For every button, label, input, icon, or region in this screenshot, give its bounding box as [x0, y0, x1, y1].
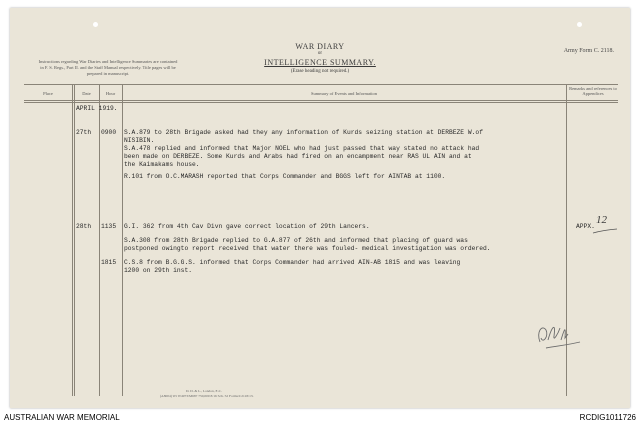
header-rule: [24, 100, 618, 101]
entry-line: S.A.308 from 28th Brigade replied to G.A.877 of 26th and informed that placing of guard was: [124, 237, 468, 244]
page-subtitle: INTELLIGENCE SUMMARY.: [264, 58, 376, 67]
heading-note: (Erase heading not required.): [290, 69, 350, 74]
entry-line: been made on DERBEZE. Some Kurds and Arabs had fired on an encampment near RAS UL AIN and at: [124, 153, 472, 160]
punch-hole: [577, 22, 582, 27]
entry-line: C.S.8 from B.G.G.S. informed that Corps Commander had arrived AIN-AB 1815 and was leaving: [124, 259, 461, 266]
diary-page: [10, 8, 630, 408]
entry-hour: 1135: [101, 223, 117, 230]
column-header-summary: Summary of Events and Information: [311, 91, 377, 96]
column-rule: [72, 84, 73, 396]
entry-line: NISIBIN.: [124, 137, 155, 144]
entry-line: R.101 from O.C.MARASH reported that Corps Commander and BGGS left for AINTAB at 1100.: [124, 173, 446, 180]
appendix-number: 12: [596, 214, 607, 226]
punch-hole: [93, 22, 98, 27]
entry-date: 27th: [76, 129, 92, 136]
column-rule: [122, 84, 123, 396]
entry-line: G.I. 362 from 4th Cav Divn gave correct location of 29th Lancers.: [124, 223, 370, 230]
printer-imprint: D. D. & L., London, E.C.: [186, 389, 222, 393]
printer-imprint: (A8004) Wt W4973/M687 750,000 8/16 Sch. 52 Forms/C2118/13.: [160, 394, 254, 398]
entry-line: S.A.879 to 28th Brigade asked had they any information of Kurds seizing station at DERBEZE W.of: [124, 129, 483, 136]
entry-hour: 1815: [101, 259, 117, 266]
page-title: WAR DIARY: [295, 42, 345, 51]
column-rule: [74, 84, 75, 396]
appendix-reference: APPX.: [576, 223, 595, 230]
header-rule-2: [24, 102, 618, 103]
footer-credit: AUSTRALIAN WAR MEMORIAL: [4, 413, 120, 422]
instructions-text: Instructions regarding War Diaries and Intelligence Summaries are contained in F. S. Regs., Part II. and the Staff Manual respectively. Title pages will be prepared in manuscript.: [38, 59, 178, 76]
month-label: APRIL 1919.: [76, 105, 118, 112]
column-header-place: Place: [43, 91, 53, 96]
entry-line: postponed owingto report received that water there was fouled- medical investigation was ordered.: [124, 245, 491, 252]
column-rule: [99, 84, 100, 396]
entry-date: 28th: [76, 223, 92, 230]
appendix-underline: [592, 228, 618, 234]
column-header-hour: Hour: [105, 91, 116, 96]
entry-line: S.A.478 replied and informed that Major NOEL who had just passed that way stated no attack had: [124, 145, 480, 152]
table-top-rule: [24, 84, 618, 85]
column-header-remarks: Remarks and references to Appendices: [569, 86, 617, 96]
form-number: Army Form C. 2118.: [563, 48, 614, 54]
signature: [534, 314, 584, 354]
column-header-date: Date: [82, 91, 91, 96]
title-or: or: [317, 51, 323, 56]
entry-line: 1200 on 29th inst.: [124, 267, 193, 274]
entry-hour: 0900: [101, 129, 117, 136]
footer-id: RCDIG1011726: [579, 413, 636, 422]
entry-line: the Kaimakams house.: [124, 161, 200, 168]
